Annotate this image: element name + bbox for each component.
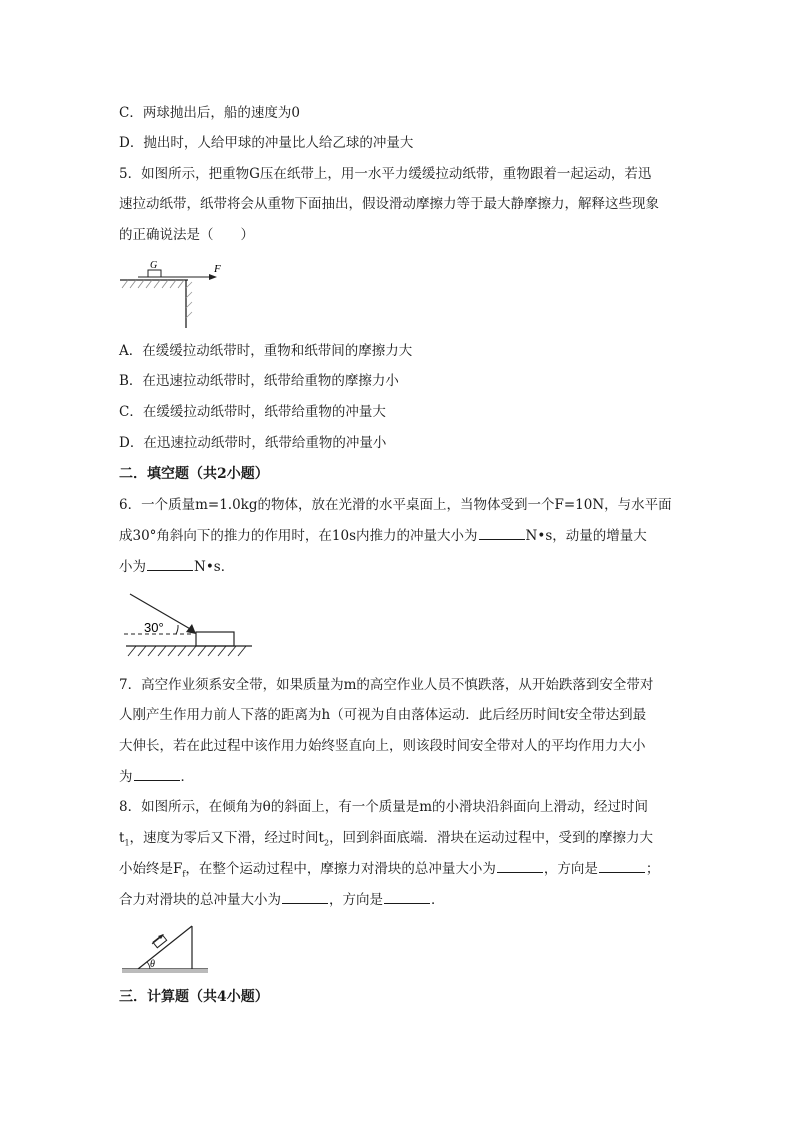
- q7-line-2: 人刚产生作用力前人下落的距离为h（可视为自由落体运动．此后经历时间t安全带达到最: [119, 707, 647, 723]
- q7-line-4-part-a: 为: [119, 769, 133, 785]
- q8-line-1: 8．如图所示，在倾角为θ的斜面上，有一个质量是m的小滑块沿斜面向上滑动，经过时间: [119, 799, 649, 815]
- q5-figure: [118, 258, 228, 330]
- force-label: F: [214, 263, 221, 275]
- q8-line-3-part-d: ；: [645, 861, 660, 877]
- ground-fill: [122, 969, 208, 973]
- q6-line-1: 6．一个质量m=1.0kg的物体，放在光滑的水平桌面上，当物体受到一个F=10N，与水平面: [119, 497, 672, 513]
- q8-subscript-f: f: [182, 869, 186, 879]
- q8-line-4-part-b: ，方向是: [329, 892, 383, 908]
- q8-blank-friction-direction[interactable]: [599, 860, 645, 873]
- section-3-title: 三．计算题（共4小题）: [119, 989, 269, 1005]
- q7-line-3: 大伸长，若在此过程中该作用力始终竖直向上，则该段时间安全带对人的平均作用力大小: [119, 738, 646, 754]
- section-2-title: 二．填空题（共2小题）: [119, 466, 269, 482]
- q6-blank-impulse[interactable]: [479, 527, 525, 540]
- q8-line-4: [119, 891, 445, 909]
- q8-subscript-1: 1: [124, 838, 130, 848]
- q4-option-c: C．两球抛出后，船的速度为0: [119, 105, 300, 121]
- q5-option-b: B．在迅速拉动纸带时，纸带给重物的摩擦力小: [119, 373, 399, 389]
- table-hatching: [122, 280, 184, 288]
- q5-option-d: D．在迅速拉动纸带时，纸带给重物的冲量小: [119, 435, 387, 451]
- q7-blank-force[interactable]: [134, 768, 180, 781]
- q5-stem-line-1: 5．如图所示，把重物G压在纸带上，用一水平力缓缓拉动纸带，重物跟着一起运动，若迅: [119, 166, 652, 182]
- q5-option-a: A．在缓缓拉动纸带时，重物和纸带间的摩擦力大: [119, 343, 413, 359]
- q6-figure: [118, 590, 258, 662]
- q7-line-4: [119, 768, 194, 786]
- angle-theta-label: θ: [150, 959, 155, 970]
- q8-subscript-2: 2: [323, 838, 330, 848]
- q6-line-2-part-a: 成30°角斜向下的推力的作用时，在10s内推力的冲量大小为: [119, 528, 478, 544]
- q8-line-3-part-b: ，在整个运动过程中，摩擦力对滑块的总冲量大小为: [185, 861, 496, 877]
- q6-line-3-part-a: 小为: [119, 559, 146, 575]
- q7-line-1: 7．高空作业须系安全带，如果质量为m的高空作业人员不慎跌落，从开始跌落到安全带对: [119, 677, 654, 693]
- q8-line-2-part-a: ，速度为零后又下滑，经过时间t: [129, 830, 324, 846]
- q8-line-3-part-c: ，方向是: [543, 861, 598, 877]
- q4-option-d: D．抛出时，人给甲球的冲量比人给乙球的冲量大: [119, 135, 414, 151]
- q5-option-c: C．在缓缓拉动纸带时，纸带给重物的冲量大: [119, 404, 386, 420]
- ground-hatching: [128, 646, 246, 656]
- q8-blank-net-direction[interactable]: [384, 891, 430, 904]
- q8-line-4-part-c: ．: [431, 892, 445, 908]
- q8-line-4-part-a: 合力对滑块的总冲量大小为: [119, 892, 281, 908]
- q5-stem-line-3: 的正确说法是（ ）: [119, 227, 254, 243]
- q6-line-2-part-b: N•s，动量的增量大: [525, 528, 647, 544]
- q8-time-symbol: t: [119, 830, 125, 846]
- q6-line-2: [119, 527, 647, 545]
- q6-line-3: [119, 558, 234, 576]
- angle-label: 30°: [144, 620, 164, 635]
- q8-line-3: [119, 860, 659, 884]
- q6-blank-momentum[interactable]: [147, 558, 193, 571]
- weight-label: G: [150, 260, 158, 271]
- q8-blank-net-impulse[interactable]: [282, 891, 328, 904]
- block: [196, 632, 234, 646]
- q5-stem-line-2: 速拉动纸带，纸带将会从重物下面抽出，假设滑动摩擦力等于最大静摩擦力，解释这些现象: [119, 196, 659, 212]
- q8-blank-friction-impulse[interactable]: [497, 860, 543, 873]
- q7-line-4-part-b: ．: [180, 769, 194, 785]
- q8-line-2: [119, 829, 653, 853]
- q8-line-2-part-b: ，回到斜面底端．滑块在运动过程中，受到的摩擦力大: [329, 830, 654, 846]
- q8-figure: [118, 920, 212, 976]
- q8-line-3-part-a: 小始终是F: [119, 861, 183, 877]
- weight-block: [148, 270, 161, 277]
- incline-surface: [138, 926, 192, 969]
- q6-line-3-part-b: N•s．: [194, 559, 235, 575]
